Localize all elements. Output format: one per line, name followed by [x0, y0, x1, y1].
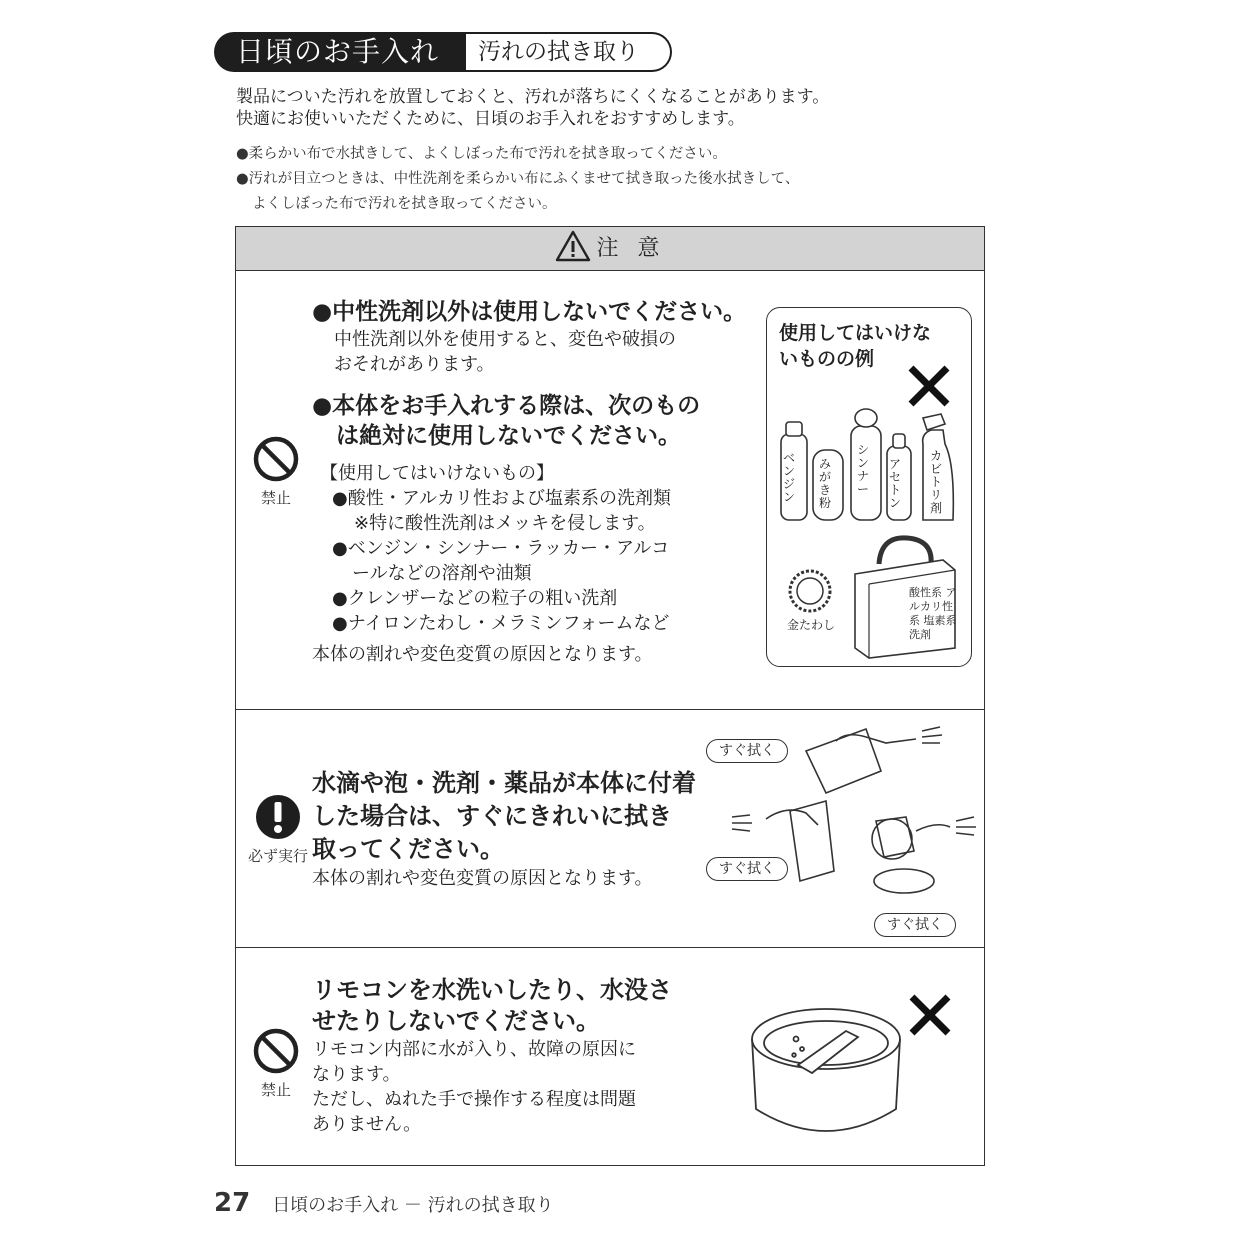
care-bullet-2-cont: よくしぼった布で汚れを拭き取ってください。 — [252, 196, 557, 212]
s3-heading-2: せたりしないでください。 — [312, 1007, 600, 1035]
prohibit-sign-2 — [246, 1027, 306, 1100]
panel-title-2: いものの例 — [779, 348, 875, 370]
care-bullet-1: ●柔らかい布で水拭きして、よくしぼった布で汚れを拭き取ってください。 — [236, 146, 727, 162]
s1-heading-2a: ●本体をお手入れする際は、次のもの — [312, 393, 701, 419]
s2-heading-3: 取ってください。 — [312, 835, 504, 863]
s1-list-title: 【使用してはいけないもの】 — [320, 463, 554, 484]
prohibit-label-2: 禁止 — [260, 1081, 291, 1099]
prohibited-items-panel — [766, 307, 972, 667]
label-acetone: アセトン — [889, 457, 902, 510]
s2-heading-1: 水滴や泡・洗剤・薬品が本体に付着 — [312, 769, 696, 797]
s1-item-2b: ールなどの溶剤や油類 — [352, 563, 532, 584]
intro-text — [236, 86, 936, 130]
section2-text — [312, 767, 712, 891]
s1-item-4: ●ナイロンたわし・メラミンフォームなど — [332, 613, 670, 634]
s3-para-4: ありません。 — [312, 1114, 422, 1135]
label-thinner: シンナー — [857, 443, 870, 496]
panel-title-1: 使用してはいけな — [779, 322, 932, 344]
mandatory-sign — [244, 793, 312, 866]
label-benzine: ベンジン — [783, 451, 796, 504]
footer-text: 日頃のお手入れ － 汚れの拭き取り — [272, 1195, 554, 1216]
intro-line-1: 製品についた汚れを放置しておくと、汚れが落ちにくくなることがあります。 — [236, 87, 830, 107]
s1-item-1: ●酸性・アルカリ性および塩素系の洗剤類 — [332, 488, 671, 509]
s1-result: 本体の割れや変色変質の原因となります。 — [312, 644, 653, 665]
wipe-badge-2: すぐ拭く — [706, 857, 788, 881]
page-number: 27 — [214, 1188, 251, 1218]
s3-para-1: リモコン内部に水が入り、故障の原因に — [312, 1039, 636, 1060]
header-title: 日頃のお手入れ — [214, 32, 466, 72]
care-bullet-2: ●汚れが目立つときは、中性洗剤を柔らかい布にふくませて拭き取った後水拭きして、 — [236, 171, 800, 187]
prohibit-label: 禁止 — [260, 489, 291, 507]
label-steel-wool: 金たわし — [787, 618, 836, 632]
caution-bar — [236, 227, 984, 271]
exclamation-icon — [254, 793, 302, 841]
caution-box — [235, 226, 985, 1166]
s1-heading-1: ●中性洗剤以外は使用しないでください。 — [312, 299, 747, 325]
cross-mark-icon — [908, 993, 952, 1037]
s3-heading-1: リモコンを水洗いしたり、水没さ — [312, 976, 672, 1004]
section-divider-1 — [236, 709, 984, 710]
s2-result: 本体の割れや変色変質の原因となります。 — [312, 868, 653, 889]
caution-label: 注 意 — [596, 236, 666, 261]
s1-item-1-note: ※特に酸性洗剤はメッキを侵します。 — [354, 513, 656, 534]
prohibit-sign-1 — [246, 435, 306, 508]
intro-line-2: 快適にお使いいただくために、日頃のお手入れをおすすめします。 — [236, 109, 745, 129]
care-bullets — [236, 142, 956, 217]
water-basin-illustration — [746, 1003, 906, 1141]
wipe-badge-3: すぐ拭く — [874, 913, 956, 937]
wiping-illustration — [726, 721, 980, 911]
label-polish: みがき粉 — [819, 457, 832, 510]
s1-item-2a: ●ベンジン・シンナー・ラッカー・アルコ — [332, 538, 670, 559]
s1-item-3: ●クレンザーなどの粒子の粗い洗剤 — [332, 588, 618, 609]
s1-heading-2b: は絶対に使用しないでください。 — [336, 423, 681, 449]
s3-para-3: ただし、ぬれた手で操作する程度は問題 — [312, 1089, 636, 1110]
cross-mark-icon — [907, 364, 951, 408]
s1-para-1b: おそれがあります。 — [334, 354, 495, 375]
warning-icon — [555, 230, 591, 262]
s2-heading-2: した場合は、すぐにきれいに拭き — [312, 802, 672, 830]
page-footer — [214, 1188, 554, 1218]
wipe-badge-1: すぐ拭く — [706, 739, 788, 763]
section3-text — [312, 975, 712, 1137]
section-divider-2 — [236, 947, 984, 948]
section1-text — [312, 297, 772, 667]
section-header — [214, 32, 674, 72]
steel-wool-illustration — [785, 566, 835, 616]
prohibit-icon — [252, 1027, 300, 1075]
label-mold-remover: カビトリ剤 — [930, 449, 943, 515]
prohibit-icon — [252, 435, 300, 483]
label-detergent: 酸性系 アルカリ性系 塩素系 洗剤 — [909, 586, 957, 641]
mandatory-label: 必ず実行 — [247, 847, 308, 865]
s1-para-1a: 中性洗剤以外を使用すると、変色や破損の — [334, 329, 676, 350]
s3-para-2: なります。 — [312, 1064, 401, 1085]
header-subtitle: 汚れの拭き取り — [464, 32, 672, 72]
